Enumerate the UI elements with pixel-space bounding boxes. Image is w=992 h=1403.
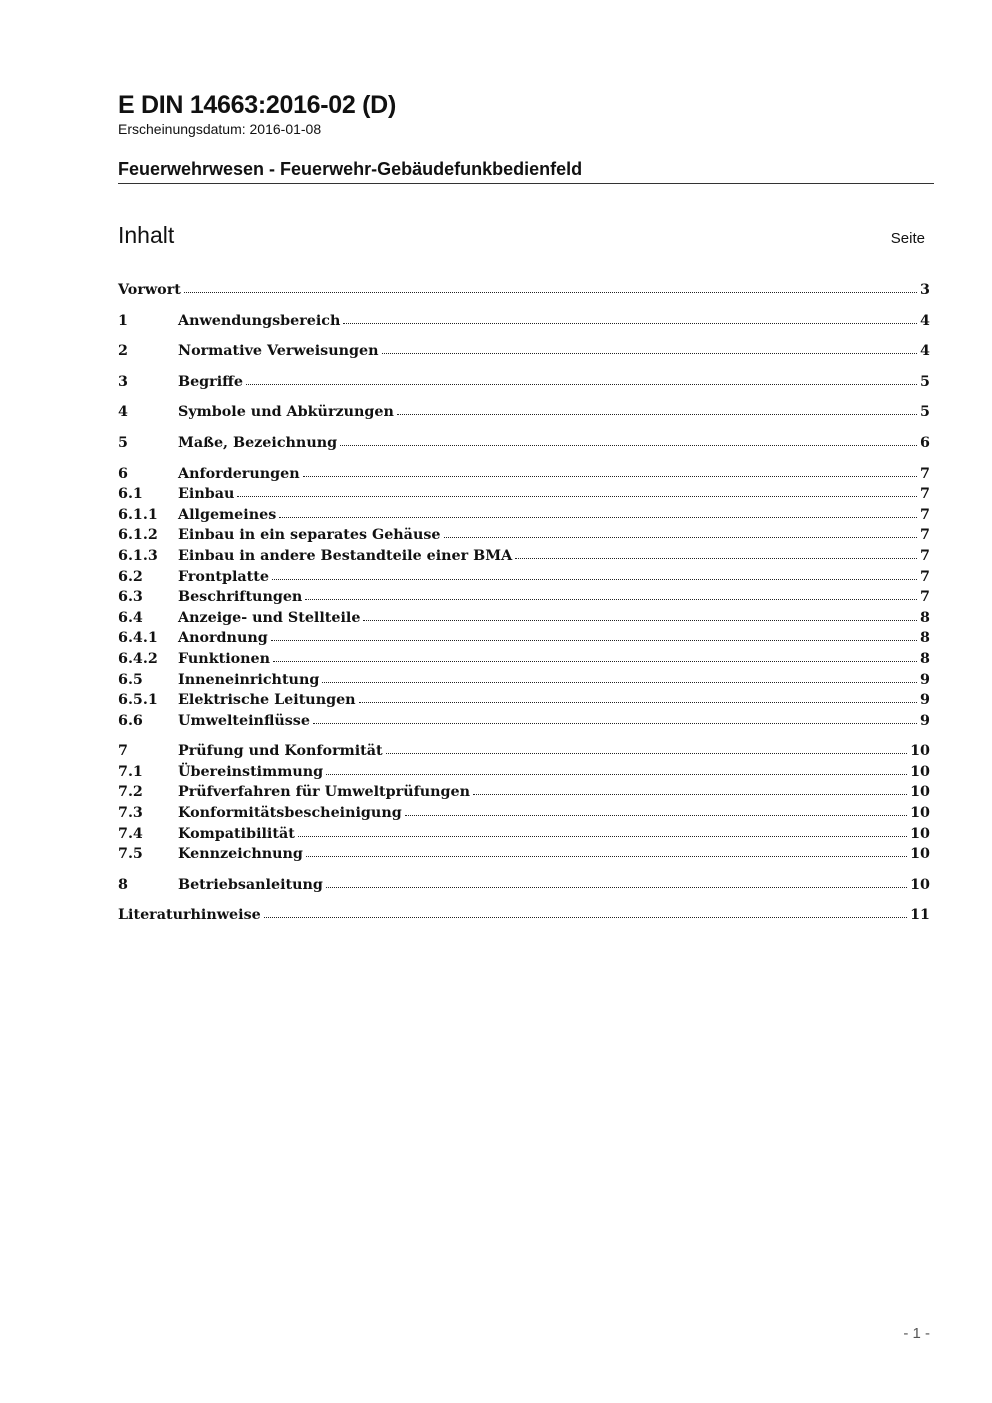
toc-entry-number: 6.2 — [118, 568, 143, 585]
toc-entry[interactable] — [118, 402, 930, 423]
toc-leader-dots — [306, 856, 907, 857]
toc-leader-dots — [326, 774, 907, 775]
toc-entry-label: Konformitätsbescheinigung — [178, 805, 402, 822]
toc-entry-label: Kompatibilität — [178, 825, 295, 842]
toc-entry-label: Umwelteinflüsse — [178, 712, 310, 729]
toc-entry-label: Maße, Bezeichnung — [178, 434, 338, 451]
toc-entry-number: 2 — [118, 343, 128, 360]
toc-entry-number: 6.3 — [118, 589, 143, 606]
toc-entry-label: Symbole und Abkürzungen — [178, 404, 394, 421]
toc-entry-number: 7.5 — [118, 846, 143, 863]
toc-entry-page: 11 — [910, 907, 930, 924]
toc-entry-page: 4 — [920, 343, 930, 360]
toc-entry-page: 10 — [910, 743, 930, 760]
toc-leader-dots — [279, 517, 917, 518]
toc-entry[interactable] — [118, 280, 930, 301]
toc-entry[interactable] — [118, 905, 930, 926]
toc-entry-number: 6.1.3 — [118, 547, 158, 564]
toc-entry-label: Prüfverfahren für Umweltprüfungen — [178, 784, 471, 801]
toc-entry-label: Literaturhinweise — [118, 907, 261, 924]
toc-leader-dots — [271, 640, 917, 641]
toc-entry-label: Einbau in andere Bestandteile einer BMA — [178, 547, 513, 564]
toc-entry-number: 5 — [118, 434, 128, 451]
toc-entry-number: 8 — [118, 876, 128, 893]
toc-entry-page: 6 — [920, 434, 930, 451]
toc-entry-page: 7 — [920, 589, 930, 606]
toc-leader-dots — [326, 887, 907, 888]
toc-entry-number: 3 — [118, 373, 128, 390]
page-number: - 1 - — [903, 1325, 930, 1342]
toc-entry-page: 3 — [920, 282, 930, 298]
toc-leader-dots — [343, 323, 917, 324]
toc-entry-label: Anordnung — [178, 630, 268, 647]
toc-leader-dots — [184, 292, 917, 293]
toc-entry[interactable] — [118, 875, 930, 896]
toc-leader-dots — [397, 414, 917, 415]
toc-entry[interactable] — [118, 649, 930, 670]
document-title: Feuerwehrwesen - Feuerwehr-Gebäudefunkbedienfeld — [118, 159, 583, 179]
toc-entry-page: 5 — [920, 404, 930, 421]
toc-entry-page: 9 — [920, 712, 930, 729]
toc-entry-number: 6.5 — [118, 671, 143, 688]
toc-entry-number: 4 — [118, 404, 128, 421]
toc-entry-label: Betriebsanleitung — [178, 876, 323, 893]
title-divider — [118, 183, 934, 184]
toc-entry-page: 10 — [910, 784, 930, 801]
toc-entry[interactable] — [118, 525, 930, 546]
toc-entry[interactable] — [118, 505, 930, 526]
toc-leader-dots — [237, 496, 917, 497]
toc-entry-page: 10 — [910, 763, 930, 780]
toc-entry-label: Normative Verweisungen — [178, 343, 379, 360]
toc-leader-dots — [359, 702, 917, 703]
toc-leader-dots — [340, 445, 917, 446]
toc-leader-dots — [246, 384, 917, 385]
toc-entry-number: 7.4 — [118, 825, 143, 842]
toc-entry-number: 7.1 — [118, 763, 143, 780]
toc-entry-label: Funktionen — [178, 650, 271, 667]
toc-entry-page: 10 — [910, 876, 930, 893]
toc-leader-dots — [444, 537, 918, 538]
toc-entry[interactable] — [118, 372, 930, 393]
toc-entry-page: 7 — [920, 506, 930, 523]
toc-entry-label: Allgemeines — [178, 506, 277, 523]
toc-page-column-heading: Seite — [890, 230, 925, 247]
table-of-contents — [118, 280, 930, 926]
toc-entry-page: 8 — [920, 630, 930, 647]
toc-leader-dots — [386, 753, 907, 754]
toc-entry-page: 8 — [920, 609, 930, 626]
toc-entry-label: Frontplatte — [178, 568, 269, 585]
toc-entry[interactable] — [118, 628, 930, 649]
toc-entry-label: Prüfung und Konformität — [178, 743, 383, 760]
toc-entry[interactable] — [118, 464, 930, 485]
toc-entry[interactable] — [118, 824, 930, 845]
toc-entry-page: 7 — [920, 486, 930, 503]
toc-entry-page: 7 — [920, 547, 930, 564]
toc-entry-number: 6.1.2 — [118, 527, 158, 544]
toc-entry-page: 10 — [910, 846, 930, 863]
toc-entry-label: Inneneinrichtung — [178, 671, 320, 688]
toc-entry-number: 6.4.1 — [118, 630, 158, 647]
toc-entry-page: 4 — [920, 312, 930, 329]
toc-entry[interactable] — [118, 762, 930, 783]
toc-entry[interactable] — [118, 782, 930, 803]
toc-leader-dots — [272, 579, 917, 580]
toc-entry[interactable] — [118, 546, 930, 567]
toc-entry[interactable] — [118, 484, 930, 505]
toc-entry[interactable] — [118, 311, 930, 332]
toc-leader-dots — [298, 836, 907, 837]
toc-entry-label: Anzeige- und Stellteile — [178, 609, 361, 626]
toc-entry-number: 7.3 — [118, 805, 143, 822]
toc-leader-dots — [322, 682, 917, 683]
toc-leader-dots — [405, 815, 907, 816]
toc-entry[interactable] — [118, 587, 930, 608]
toc-entry-page: 10 — [910, 805, 930, 822]
toc-entry-number: 6.4.2 — [118, 650, 158, 667]
toc-entry-page: 7 — [920, 527, 930, 544]
toc-entry-page: 7 — [920, 568, 930, 585]
toc-entry-label: Einbau — [178, 486, 235, 503]
toc-leader-dots — [313, 723, 917, 724]
toc-entry[interactable] — [118, 608, 930, 629]
toc-entry-label: Übereinstimmung — [178, 763, 324, 780]
toc-entry[interactable] — [118, 711, 930, 732]
toc-entry[interactable] — [118, 803, 930, 824]
toc-entry-label: Einbau in ein separates Gehäuse — [178, 527, 441, 544]
toc-entry[interactable] — [118, 690, 930, 711]
toc-entry[interactable] — [118, 670, 930, 691]
toc-entry[interactable] — [118, 741, 930, 762]
toc-entry-label: Begriffe — [178, 373, 243, 390]
toc-entry-number: 6.4 — [118, 609, 143, 626]
document-id: E DIN 14663:2016-02 (D) — [118, 91, 396, 119]
toc-entry-page: 7 — [920, 465, 930, 482]
toc-leader-dots — [273, 661, 917, 662]
toc-entry-page: 9 — [920, 692, 930, 709]
toc-leader-dots — [303, 476, 917, 477]
toc-entry-number: 6.1.1 — [118, 506, 158, 523]
toc-leader-dots — [363, 620, 917, 621]
toc-entry[interactable] — [118, 341, 930, 362]
toc-entry-number: 6.6 — [118, 712, 143, 729]
toc-entry-number: 6.5.1 — [118, 692, 158, 709]
toc-entry-number: 6 — [118, 465, 128, 482]
toc-entry-page: 5 — [920, 373, 930, 390]
toc-entry-number: 7 — [118, 743, 128, 760]
toc-entry-label: Vorwort — [118, 282, 181, 298]
toc-entry[interactable] — [118, 567, 930, 588]
toc-entry-label: Anwendungsbereich — [178, 312, 341, 329]
toc-entry[interactable] — [118, 844, 930, 865]
toc-entry-page: 10 — [910, 825, 930, 842]
toc-entry[interactable] — [118, 433, 930, 454]
toc-entry-number: 1 — [118, 312, 128, 329]
toc-entry-label: Beschriftungen — [178, 589, 303, 606]
toc-entry-page: 9 — [920, 671, 930, 688]
toc-leader-dots — [382, 353, 918, 354]
toc-entry-label: Anforderungen — [178, 465, 300, 482]
toc-entry-page: 8 — [920, 650, 930, 667]
toc-entry-label: Elektrische Leitungen — [178, 692, 356, 709]
toc-leader-dots — [515, 558, 917, 559]
toc-entry-number: 7.2 — [118, 784, 143, 801]
toc-leader-dots — [473, 794, 907, 795]
toc-leader-dots — [305, 599, 917, 600]
toc-heading: Inhalt — [118, 222, 175, 248]
publication-date: Erscheinungsdatum: 2016-01-08 — [118, 121, 322, 137]
toc-leader-dots — [264, 917, 907, 918]
toc-entry-number: 6.1 — [118, 486, 143, 503]
toc-entry-label: Kennzeichnung — [178, 846, 303, 863]
